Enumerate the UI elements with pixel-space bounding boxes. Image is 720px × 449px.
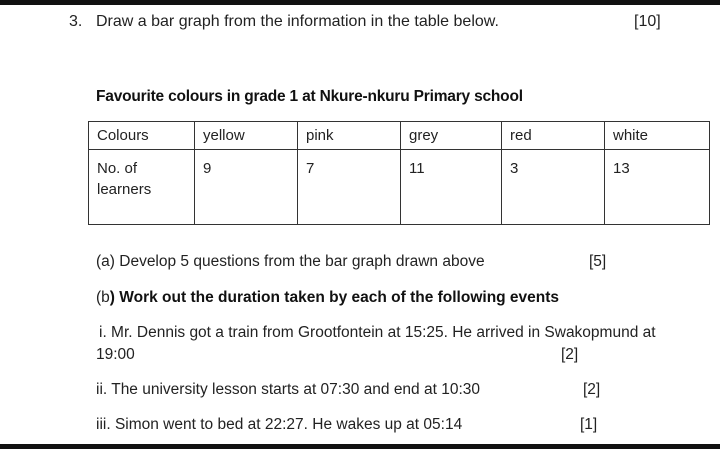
row-label bbox=[89, 150, 195, 225]
item-i-line2: 19:00 bbox=[96, 346, 135, 363]
item-ii-marks: [2] bbox=[583, 381, 601, 398]
colours-table bbox=[88, 121, 710, 225]
table-title: Favourite colours in grade 1 at Nkure-nkuru Primary school bbox=[96, 88, 523, 105]
table-header-label: Colours bbox=[89, 122, 195, 150]
colour-cell: grey bbox=[401, 122, 502, 150]
learners-cell: 9 bbox=[195, 150, 298, 225]
colour-cell: pink bbox=[298, 122, 401, 150]
item-ii-text: ii. The university lesson starts at 07:30 and end at 10:30 bbox=[96, 381, 481, 398]
learners-cell: 7 bbox=[298, 150, 401, 225]
part-b-text: ) Work out the duration taken by each of the following events bbox=[109, 289, 560, 306]
question-marks: [10] bbox=[634, 13, 661, 30]
colour-cell: red bbox=[502, 122, 605, 150]
learners-cell: 11 bbox=[401, 150, 502, 225]
item-i-line1: i. Mr. Dennis got a train from Grootfontein at 15:25. He arrived in Swakopmund at bbox=[99, 324, 656, 341]
question-number: 3. bbox=[69, 13, 83, 30]
part-b-prefix: (b bbox=[96, 289, 110, 306]
part-b-heading bbox=[96, 289, 559, 307]
bottom-border bbox=[0, 444, 720, 449]
item-i-marks: [2] bbox=[561, 346, 579, 363]
table-header-row bbox=[89, 122, 710, 150]
table-row bbox=[89, 150, 710, 225]
colour-cell: white bbox=[605, 122, 710, 150]
part-a-text: (a) Develop 5 questions from the bar graph drawn above bbox=[96, 253, 485, 270]
learners-cell: 3 bbox=[502, 150, 605, 225]
top-border bbox=[0, 0, 720, 5]
item-iii-text: iii. Simon went to bed at 22:27. He wakes up at 05:14 bbox=[96, 416, 463, 433]
colour-cell: yellow bbox=[195, 122, 298, 150]
row-label-line1: No. of bbox=[97, 160, 138, 177]
learners-cell: 13 bbox=[605, 150, 710, 225]
part-a-marks: [5] bbox=[589, 253, 607, 270]
question-text: Draw a bar graph from the information in the table below. bbox=[96, 13, 499, 30]
item-iii-marks: [1] bbox=[580, 416, 598, 433]
row-label-line2: learners bbox=[97, 181, 152, 198]
